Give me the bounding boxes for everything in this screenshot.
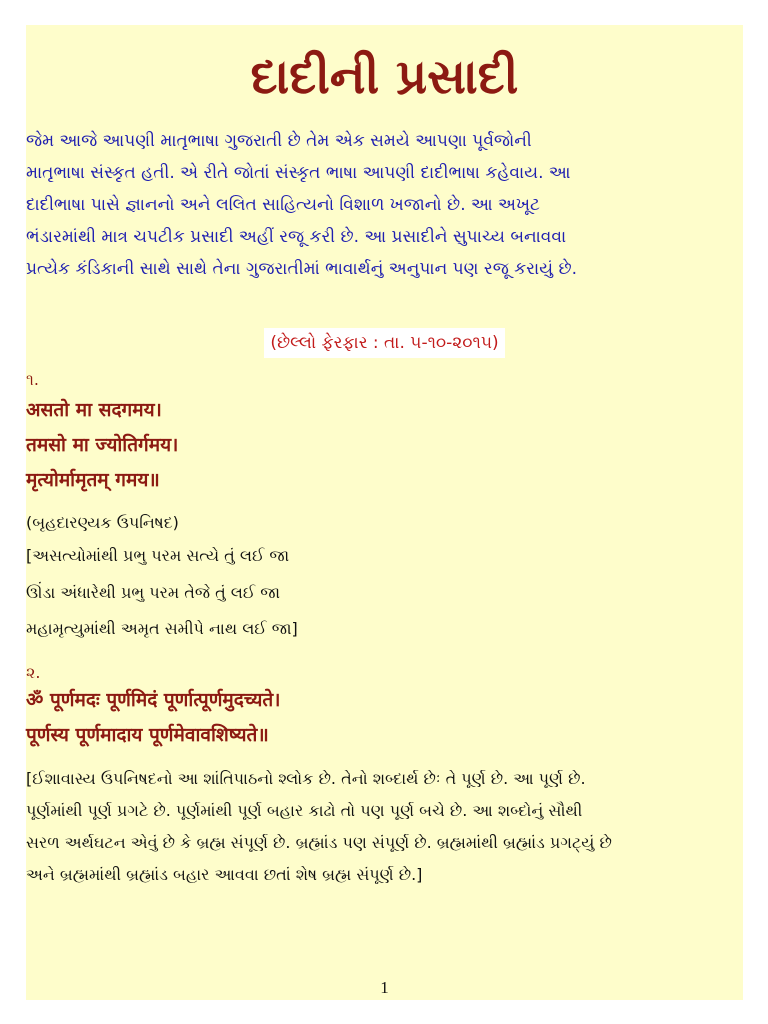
intro-line: માતૃભાષા સંસ્કૃત હતી. એ રીતે જોતાં સંસ્કૃત ભાષા આપણી દાદીભાષા કહેવાય. આ: [26, 163, 571, 183]
intro-line: ભંડારમાંથી માત્ર ચપટીક પ્રસાદી અહીં રજૂ કરી છે. આ પ્રસાદીને સુપાચ્ય બનાવવા: [26, 227, 567, 247]
section-number: ૧.: [26, 370, 39, 389]
page-number: 1: [380, 978, 389, 997]
section-number: ૨.: [26, 663, 41, 682]
sanskrit-verse-line: मृत्योर्मामृतम् गमय॥: [26, 469, 160, 491]
sanskrit-verse-line: ॐ पूर्णमदः पूर्णमिदं पूर्णात्पूर्णमुदच्यते।: [26, 689, 281, 711]
explanation-line: અને બ્રહ્મમાંથી બ્રહ્માંડ બહાર આવવા છતાં શેષ બ્રહ્મ સંપૂર્ણ છે.]: [26, 865, 423, 884]
sanskrit-verse-line: असतो मा सदगमय।: [26, 399, 162, 421]
explanation-line: પૂર્ણમાંથી પૂર્ણ પ્રગટે છે. પૂર્ણમાંથી પૂર્ણ બહાર કાઢો તો પણ પૂર્ણ બચે છે. આ શબ્દોનું સૌથી: [26, 801, 583, 820]
explanation-line: [ઈશાવાસ્ય ઉપનિષદનો આ શાંતિપાઠનો શ્લોક છે. તેનો શબ્દાર્થ છેઃ તે પૂર્ણ છે. આ પૂર્ણ છે.: [26, 769, 586, 788]
page-title: દાદીની પ્રસાદી: [250, 49, 519, 105]
verse-source: (બૃહદારણ્યક ઉપનિષદ): [26, 513, 179, 532]
translation-line: મહામૃત્યુમાંથી અમૃત સમીપે નાથ લઈ જા]: [26, 619, 298, 638]
explanation-paragraph: [26, 763, 743, 891]
intro-line: દાદીભાષા પાસે જ્ઞાનનો અને લલિત સાહિત્યનો વિશાળ ખજાનો છે. આ અખૂટ: [26, 195, 540, 215]
sanskrit-verse-line: तमसो मा ज्योतिर्गमय।: [26, 434, 179, 456]
sanskrit-verse-line: पूर्णस्य पूर्णमादाय पूर्णमेवावशिष्यते॥: [26, 724, 269, 746]
last-update-text: (છેલ્લો ફેરફાર : તા. ૫-૧૦-૨૦૧૫): [264, 328, 504, 358]
intro-line: જેમ આજે આપણી માતૃભાષા ગુજરાતી છે તેમ એક સમયે આપણા પૂર્વજોની: [26, 131, 532, 151]
intro-line: પ્રત્યેક કંડિકાની સાથે સાથે તેના ગુજરાતીમાં ભાવાર્થનું અનુપાન પણ રજૂ કરાયું છે.: [26, 259, 578, 279]
translation-line: [અસત્યોમાંથી પ્રભુ પરમ સત્યે તું લઈ જા: [26, 546, 290, 565]
intro-paragraph: [26, 125, 743, 285]
last-update-note: [26, 328, 743, 358]
document-page: [26, 25, 743, 1000]
translation-line: ઊંડા અંધારેથી પ્રભુ પરમ તેજે તું લઈ જા: [26, 583, 281, 602]
explanation-line: સરળ અર્થઘટન એવું છે કે બ્રહ્મ સંપૂર્ણ છે. બ્રહ્માંડ પણ સંપૂર્ણ છે. બ્રહ્મમાંથી બ્રહ્માંડ પ્રગટ્યું છે: [26, 833, 612, 852]
